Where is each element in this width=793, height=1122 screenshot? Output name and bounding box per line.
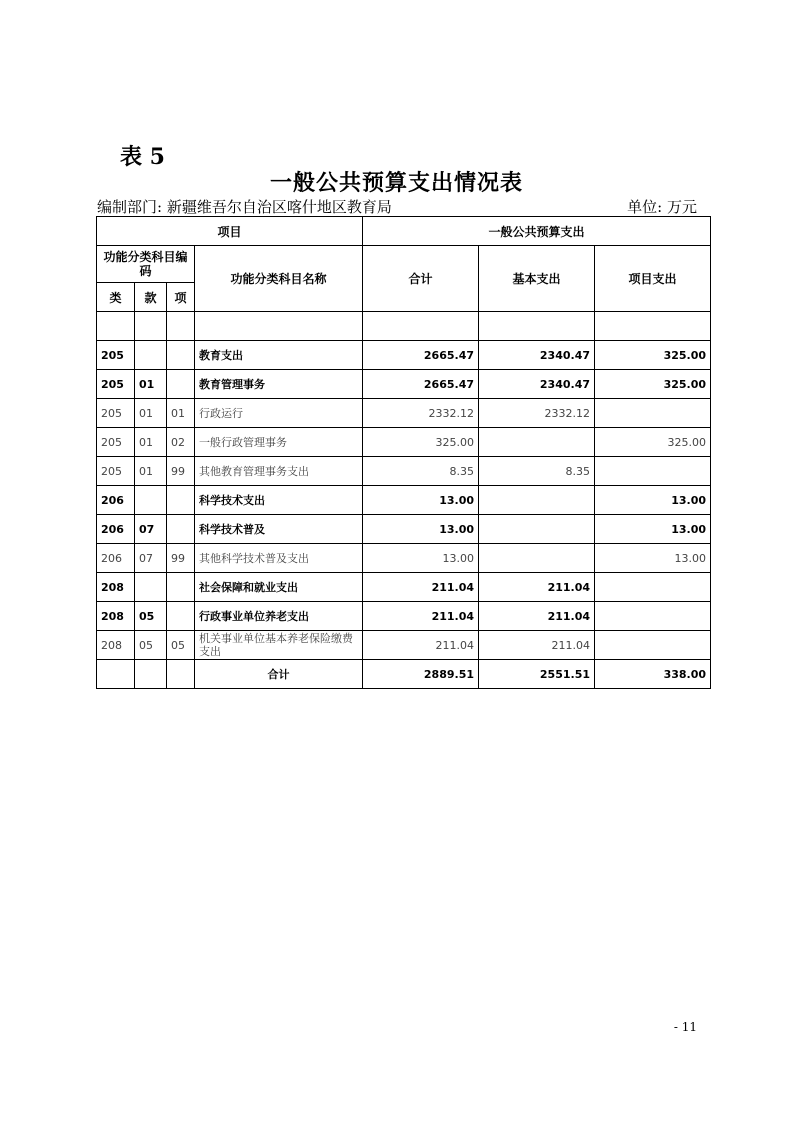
cell-kuan: 05 [135, 631, 167, 660]
cell-xiang [167, 486, 195, 515]
cell-total: 211.04 [363, 573, 479, 602]
page-number: - 11 [673, 1020, 697, 1034]
table-row [97, 631, 711, 660]
cell-lei: 205 [97, 457, 135, 486]
cell-xiang: 99 [167, 544, 195, 573]
total-total: 2889.51 [363, 660, 479, 689]
cell-xiang: 05 [167, 631, 195, 660]
cell-name: 教育管理事务 [195, 370, 363, 399]
cell-name: 行政事业单位养老支出 [195, 602, 363, 631]
cell-kuan: 05 [135, 602, 167, 631]
table-row [97, 515, 711, 544]
cell-kuan: 01 [135, 370, 167, 399]
spacer-row [97, 312, 711, 341]
table-row [97, 602, 711, 631]
cell-xiang [167, 370, 195, 399]
cell-xiang [167, 573, 195, 602]
cell-lei: 205 [97, 370, 135, 399]
total-row [97, 660, 711, 689]
cell-kuan [135, 573, 167, 602]
compiling-department: 编制部门: 新疆维吾尔自治区喀什地区教育局 [97, 198, 392, 216]
cell-project: 13.00 [595, 544, 711, 573]
cell-total: 13.00 [363, 486, 479, 515]
cell-project [595, 457, 711, 486]
cell-kuan: 01 [135, 457, 167, 486]
cell-basic: 2340.47 [479, 341, 595, 370]
cell-lei: 205 [97, 399, 135, 428]
cell-lei: 206 [97, 544, 135, 573]
cell-name: 行政运行 [195, 399, 363, 428]
cell-lei: 208 [97, 631, 135, 660]
table-row [97, 544, 711, 573]
cell-total: 325.00 [363, 428, 479, 457]
header-name: 功能分类科目名称 [195, 246, 363, 312]
cell-basic: 2340.47 [479, 370, 595, 399]
cell-project: 325.00 [595, 370, 711, 399]
cell-kuan [135, 341, 167, 370]
cell-kuan: 01 [135, 399, 167, 428]
cell-xiang: 99 [167, 457, 195, 486]
cell-basic [479, 428, 595, 457]
cell-basic: 8.35 [479, 457, 595, 486]
cell-xiang: 02 [167, 428, 195, 457]
table-row [97, 428, 711, 457]
header-code: 功能分类科目编码 [97, 246, 195, 283]
cell-lei: 205 [97, 428, 135, 457]
unit-label: 单位: 万元 [627, 198, 697, 216]
cell-total: 2665.47 [363, 370, 479, 399]
total-project: 338.00 [595, 660, 711, 689]
cell-kuan: 01 [135, 428, 167, 457]
cell-name: 科学技术支出 [195, 486, 363, 515]
header-kuan: 款 [135, 283, 167, 312]
cell-project [595, 631, 711, 660]
table-row [97, 399, 711, 428]
cell-name: 其他教育管理事务支出 [195, 457, 363, 486]
cell-project [595, 602, 711, 631]
cell-basic [479, 544, 595, 573]
cell-name: 教育支出 [195, 341, 363, 370]
cell-basic: 211.04 [479, 573, 595, 602]
cell-xiang [167, 602, 195, 631]
cell-total: 13.00 [363, 515, 479, 544]
header-budget: 一般公共预算支出 [363, 217, 711, 246]
cell-basic: 211.04 [479, 631, 595, 660]
header-item: 项目 [97, 217, 363, 246]
cell-basic: 2332.12 [479, 399, 595, 428]
cell-lei: 208 [97, 602, 135, 631]
cell-xiang [167, 341, 195, 370]
cell-basic: 211.04 [479, 602, 595, 631]
cell-kuan: 07 [135, 515, 167, 544]
table-row [97, 573, 711, 602]
cell-lei: 206 [97, 515, 135, 544]
cell-name: 一般行政管理事务 [195, 428, 363, 457]
cell-total: 8.35 [363, 457, 479, 486]
table-number: 表 5 [120, 144, 165, 170]
document-title: 一般公共预算支出情况表 [269, 170, 523, 196]
header-basic: 基本支出 [479, 246, 595, 312]
cell-project: 13.00 [595, 486, 711, 515]
cell-basic [479, 515, 595, 544]
cell-name: 机关事业单位基本养老保险缴费支出 [195, 631, 363, 660]
cell-kuan [135, 486, 167, 515]
header-lei: 类 [97, 283, 135, 312]
cell-total: 2665.47 [363, 341, 479, 370]
cell-xiang: 01 [167, 399, 195, 428]
cell-total: 211.04 [363, 631, 479, 660]
table-row [97, 457, 711, 486]
cell-name: 其他科学技术普及支出 [195, 544, 363, 573]
cell-project: 325.00 [595, 341, 711, 370]
header-total: 合计 [363, 246, 479, 312]
cell-name: 科学技术普及 [195, 515, 363, 544]
total-label: 合计 [195, 660, 363, 689]
header-project: 项目支出 [595, 246, 711, 312]
total-basic: 2551.51 [479, 660, 595, 689]
cell-project [595, 573, 711, 602]
header-xiang: 项 [167, 283, 195, 312]
cell-name: 社会保障和就业支出 [195, 573, 363, 602]
table-row [97, 341, 711, 370]
cell-lei: 208 [97, 573, 135, 602]
cell-project: 13.00 [595, 515, 711, 544]
cell-project: 325.00 [595, 428, 711, 457]
cell-lei: 205 [97, 341, 135, 370]
cell-xiang [167, 515, 195, 544]
table-row [97, 486, 711, 515]
cell-lei: 206 [97, 486, 135, 515]
table-row [97, 370, 711, 399]
budget-table [96, 216, 711, 689]
cell-project [595, 399, 711, 428]
cell-total: 13.00 [363, 544, 479, 573]
cell-total: 211.04 [363, 602, 479, 631]
cell-kuan: 07 [135, 544, 167, 573]
cell-basic [479, 486, 595, 515]
cell-total: 2332.12 [363, 399, 479, 428]
